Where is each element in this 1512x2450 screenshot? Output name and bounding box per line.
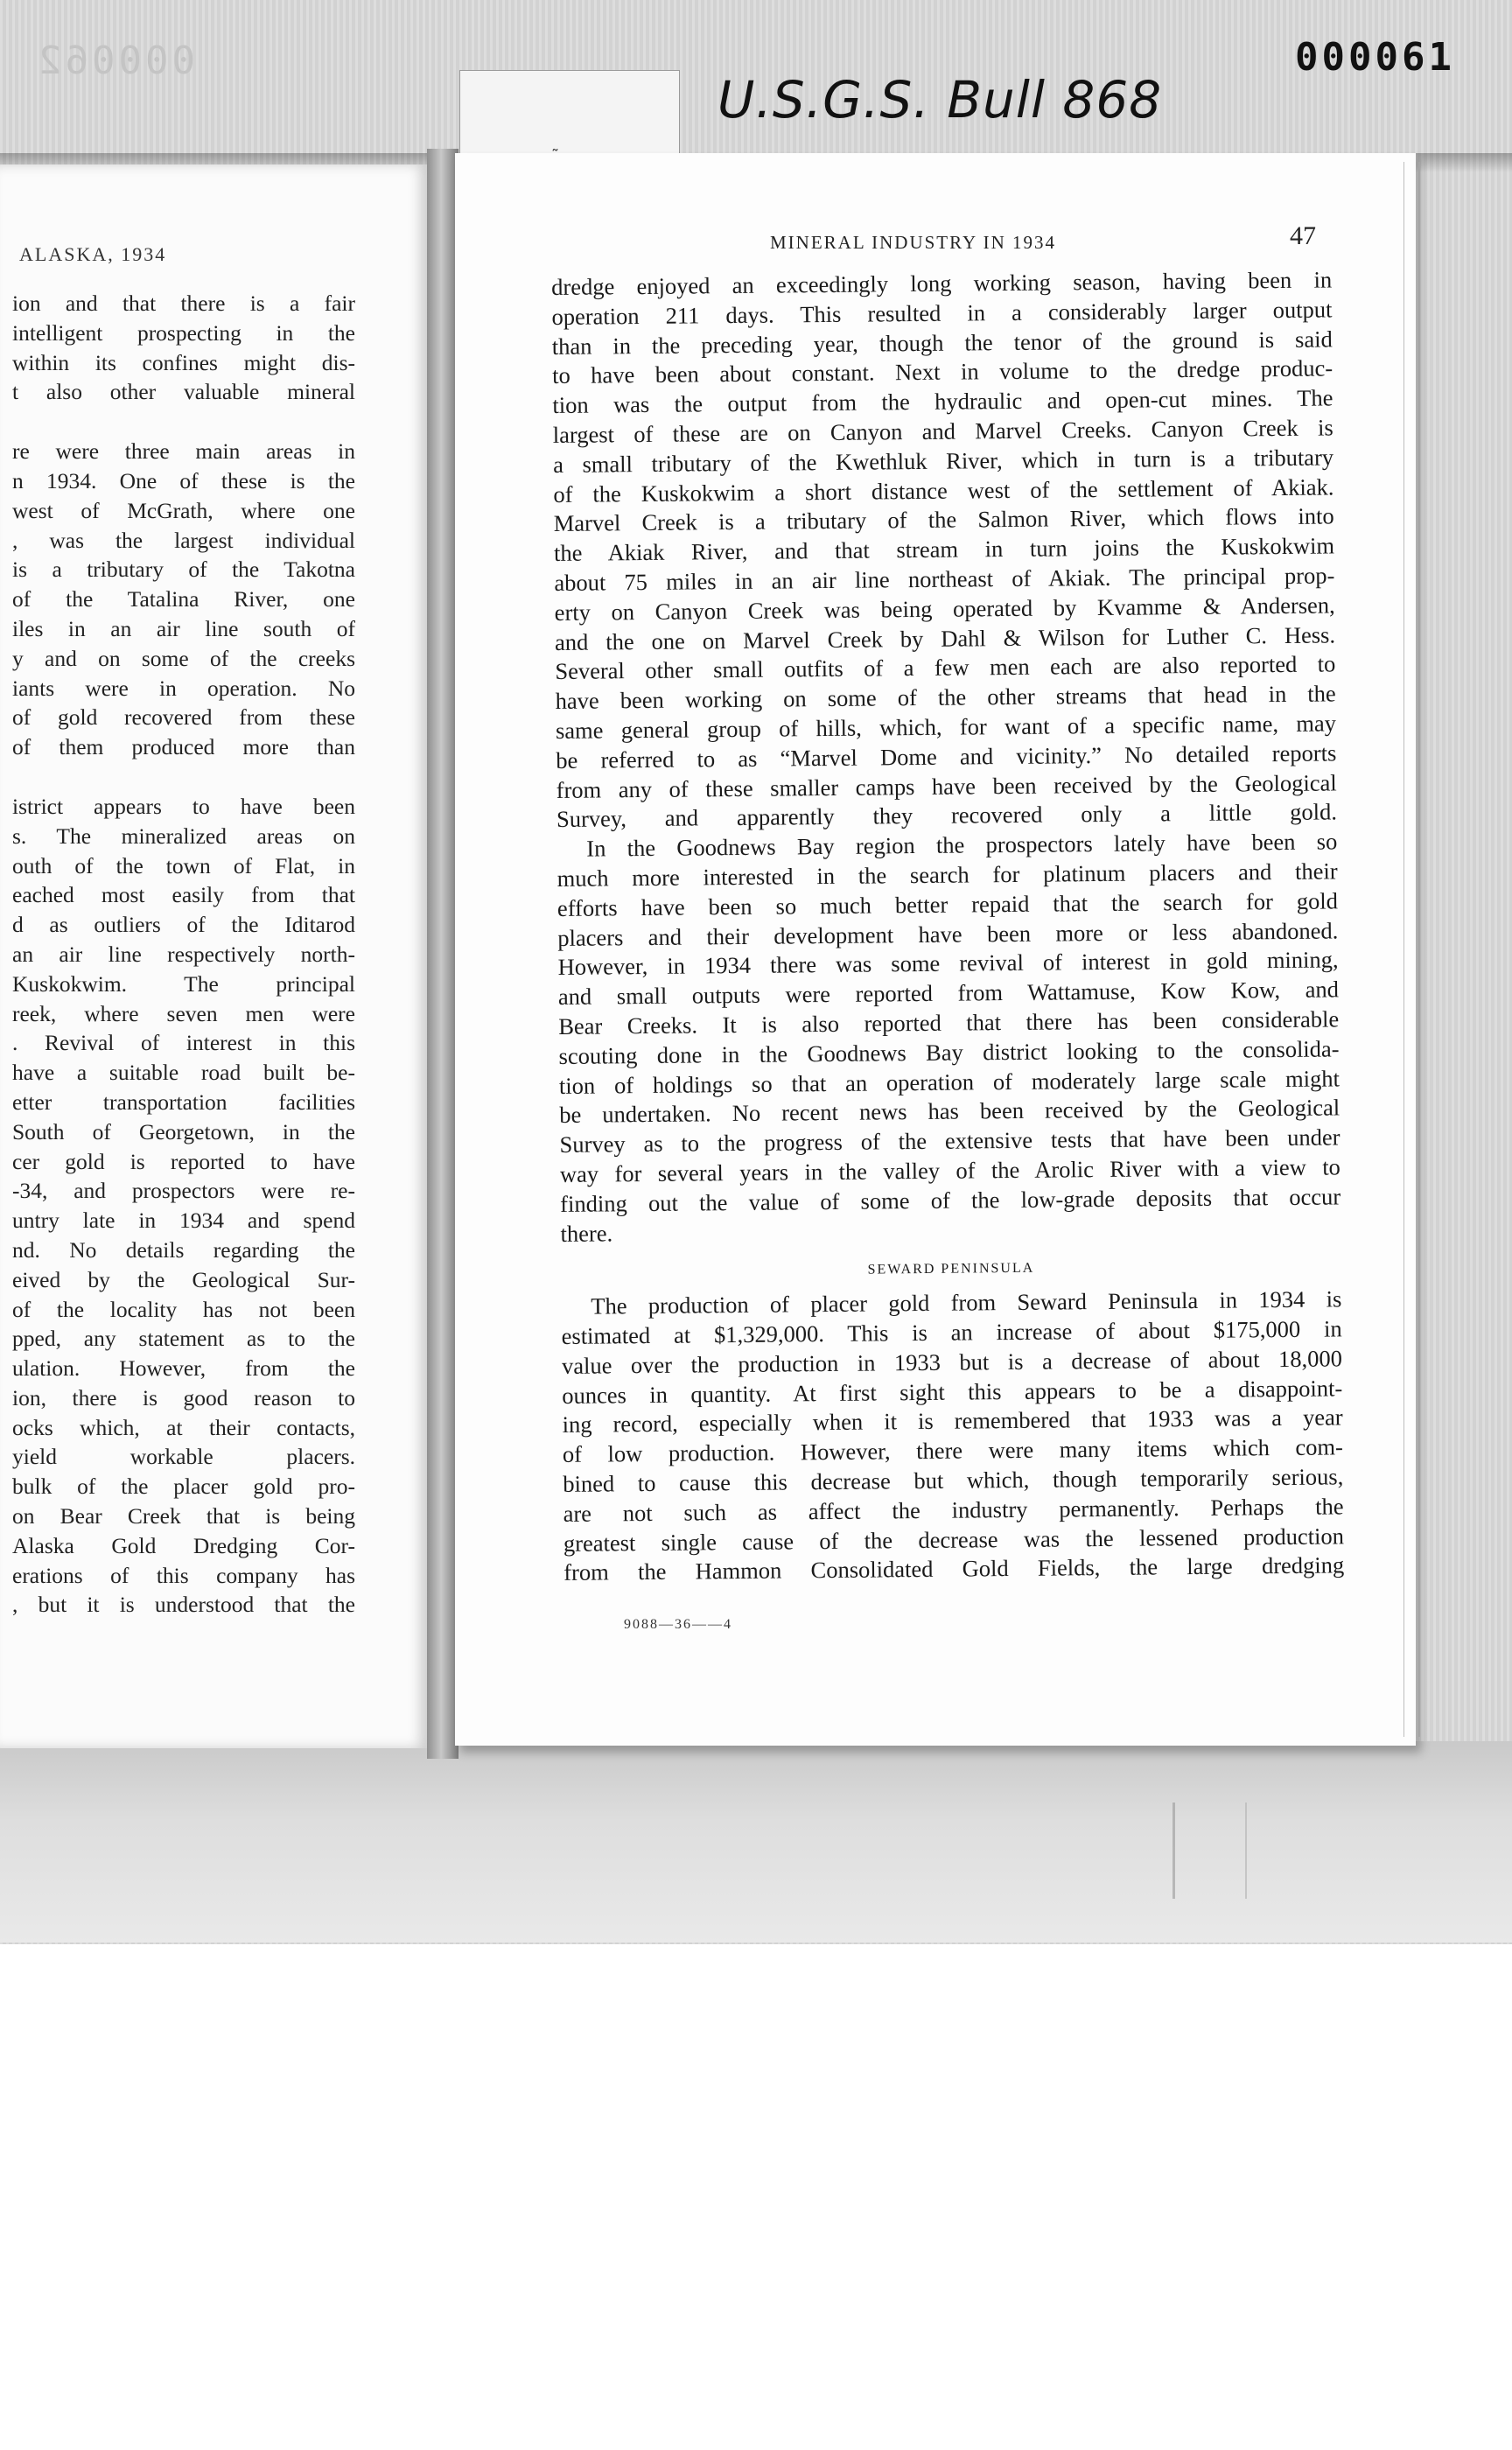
text-line: tion of holdings so that an operation of moderately large scale might: [558, 1064, 1340, 1099]
text-line: be referred to as “Marvel Dome and vicinity.” No detailed reports: [556, 739, 1337, 774]
signature-mark: 9088—36——4: [624, 1617, 732, 1632]
left-text-line: of the Tatalina River, one: [12, 586, 355, 612]
text-line: Survey, and apparently they recovered only a little gold.: [556, 798, 1338, 833]
scan-artifact: [1172, 1802, 1247, 1899]
right-page-text: [551, 265, 1344, 1588]
left-text-line: iants were in operation. No: [12, 675, 355, 701]
stamp-ghost-number: 000062: [35, 38, 195, 83]
left-text-line: d as outliers of the Iditarod: [12, 912, 355, 938]
left-text-line: re were three main areas in: [12, 438, 355, 465]
left-text-line: -34, and prospectors were re-: [12, 1178, 355, 1204]
right-running-header: MINERAL INDUSTRY IN 1934: [770, 232, 1057, 253]
left-text-line: bulk of the placer gold pro-: [12, 1474, 355, 1500]
page-number: 47: [1290, 221, 1316, 250]
left-text-line: yield workable placers.: [12, 1444, 355, 1470]
text-line: scouting done in the Goodnews Bay district looking to the consolida-: [558, 1035, 1340, 1069]
text-line: placers and their development have been more or less abandoned.: [557, 916, 1339, 951]
left-text-line: intelligent prospecting in the: [12, 319, 355, 346]
text-line: than in the preceding year, though the tenor of the ground is said: [551, 326, 1333, 360]
left-text-line: an air line respectively north-: [12, 941, 355, 967]
text-line: to have been about constant. Next in volume to the dredge produc-: [551, 354, 1334, 389]
text-line: from the Hammon Consolidated Gold Fields, the large dredging: [564, 1551, 1345, 1586]
scan-bottom-shadow: [0, 1741, 1512, 1942]
left-text-line: within its confines might dis-: [12, 349, 355, 375]
left-text-line: , but it is understood that the: [12, 1592, 355, 1618]
left-text-line: eached most easily from that: [12, 882, 355, 908]
left-text-line: of them produced more than: [12, 734, 355, 760]
left-text-line: pped, any statement as to the: [12, 1326, 355, 1352]
left-running-header: ALASKA, 1934: [19, 243, 167, 265]
left-text-line: iles in an air line south of: [12, 615, 355, 641]
text-line: Marvel Creek is a tributary of the Salmon River, which flows into: [553, 502, 1334, 537]
book-gutter: [427, 149, 458, 1759]
left-text-line: ocks which, at their contacts,: [12, 1414, 355, 1440]
text-line: value over the production in 1933 but is a decrease of about 18,000: [561, 1345, 1343, 1379]
text-line: about 75 miles in an air line northeast of Akiak. The principal prop-: [554, 562, 1335, 596]
left-text-line: n 1934. One of these is the: [12, 467, 355, 494]
left-text-line: ulation. However, from the: [12, 1355, 355, 1382]
text-line: Survey as to the progress of the extensive tests that have been under: [559, 1124, 1340, 1158]
text-line: dredge enjoyed an exceedingly long working season, having been in: [551, 266, 1333, 300]
text-line: way for several years in the valley of the Arolic River with a view to: [559, 1153, 1340, 1187]
left-text-line: ion and that there is a fair: [12, 290, 355, 316]
text-line: erty on Canyon Creek was being operated by Kvamme & Andersen,: [554, 592, 1335, 626]
left-text-line: untry late in 1934 and spend: [12, 1208, 355, 1234]
text-line: be undertaken. No recent news has been received by the Geological: [559, 1094, 1340, 1129]
text-line: ounces in quantity. At first sight this appears to be a disappoint-: [562, 1375, 1343, 1409]
left-text-line: . Revival of interest in this: [12, 1030, 355, 1056]
left-text-line: y and on some of the creeks: [12, 645, 355, 671]
text-line: and the one on Marvel Creek by Dahl & Wilson for Luther C. Hess.: [554, 620, 1336, 655]
left-text-line: erations of this company has: [12, 1562, 355, 1588]
left-text-line: s. The mineralized areas on: [12, 822, 355, 849]
left-text-line: on Bear Creek that is being: [12, 1503, 355, 1530]
stamp-number: 000061: [1295, 35, 1455, 80]
paragraph-2: [556, 828, 1341, 1250]
text-line: estimated at $1,329,000. This is an increase of about $175,000 in: [561, 1315, 1342, 1350]
left-text-line: outh of the town of Flat, in: [12, 852, 355, 878]
text-line: Several other small outfits of a few men each are also reported to: [555, 650, 1336, 685]
paragraph-gap: [12, 762, 355, 792]
text-line: tion was the output from the hydraulic and open-cut mines. The: [552, 384, 1334, 419]
left-text-line: of gold recovered from these: [12, 704, 355, 731]
text-line: The production of placer gold from Seward Peninsula in 1934 is: [591, 1285, 1342, 1320]
left-text-line: ion, there is good reason to: [12, 1384, 355, 1410]
section-heading: SEWARD PENINSULA: [867, 1261, 1035, 1278]
left-text-line: eived by the Geological Sur-: [12, 1266, 355, 1292]
left-text-line: west of McGrath, where one: [12, 497, 355, 523]
left-text-line: South of Georgetown, in the: [12, 1118, 355, 1144]
text-line: ing record, especially when it is remembered that 1933 was a year: [562, 1404, 1343, 1438]
left-text-line: etter transportation facilities: [12, 1088, 355, 1115]
left-text-line: have a suitable road built be-: [12, 1060, 355, 1086]
text-line: a small tributary of the Kwethluk River, which in turn is a tributary: [552, 444, 1334, 478]
page-stack-edge: [1404, 162, 1420, 1737]
text-line: In the Goodnews Bay region the prospectors lately have been so: [586, 828, 1338, 862]
text-line: However, in 1934 there was some revival of interest in gold mining,: [557, 946, 1339, 981]
left-text-line: reek, where seven men were: [12, 1000, 355, 1026]
text-line: there.: [560, 1219, 613, 1247]
text-line: finding out the value of some of the low-grade deposits that occur: [560, 1183, 1341, 1217]
left-text-line: istrict appears to have been: [12, 793, 355, 819]
handwritten-annotation: U.S.G.S. Bull 868: [718, 70, 1163, 130]
left-text-line: cer gold is reported to have: [12, 1148, 355, 1174]
left-text-line: is a tributary of the Takotna: [12, 556, 355, 583]
left-page-text: [12, 289, 355, 1620]
left-text-line: Kuskokwim. The principal: [12, 970, 355, 997]
text-line: efforts have been so much better repaid that the search for gold: [556, 887, 1339, 921]
paragraph-1: [551, 265, 1337, 835]
text-line: are not such as affect the industry permanently. Perhaps the: [563, 1493, 1344, 1527]
text-line: of low production. However, there were many items which com-: [562, 1433, 1344, 1468]
paragraph-gap: [12, 407, 355, 437]
text-line: same general group of hills, which, for want of a specific name, may: [555, 710, 1337, 744]
text-line: and small outputs were reported from Wattamuse, Kow Kow, and: [557, 976, 1340, 1011]
left-text-line: Alaska Gold Dredging Cor-: [12, 1532, 355, 1558]
text-line: operation 211 days. This resulted in a considerably larger output: [551, 296, 1333, 330]
text-line: have been working on some of the other streams that head in the: [555, 680, 1336, 715]
left-text-line: nd. No details regarding the: [12, 1236, 355, 1263]
text-line: Bear Creeks. It is also reported that there has been considerable: [558, 1005, 1340, 1040]
text-line: from any of these smaller camps have been received by the Geological: [556, 768, 1337, 803]
paragraph-3: [561, 1285, 1344, 1589]
left-text-line: t also other valuable mineral: [12, 379, 355, 405]
text-line: greatest single cause of the decrease was the lessened production: [563, 1522, 1345, 1557]
text-line: largest of these are on Canyon and Marvel Creeks. Canyon Creek is: [552, 414, 1334, 448]
text-line: bined to cause this decrease but which, though temporarily serious,: [563, 1463, 1344, 1498]
text-line: the Akiak River, and that stream in turn joins the Kuskokwim: [553, 532, 1335, 567]
text-line: much more interested in the search for platinum placers and their: [556, 858, 1338, 892]
left-text-line: , was the largest individual: [12, 527, 355, 553]
left-text-line: of the locality has not been: [12, 1296, 355, 1322]
text-line: of the Kuskokwim a short distance west of the settlement of Akiak.: [553, 473, 1334, 508]
